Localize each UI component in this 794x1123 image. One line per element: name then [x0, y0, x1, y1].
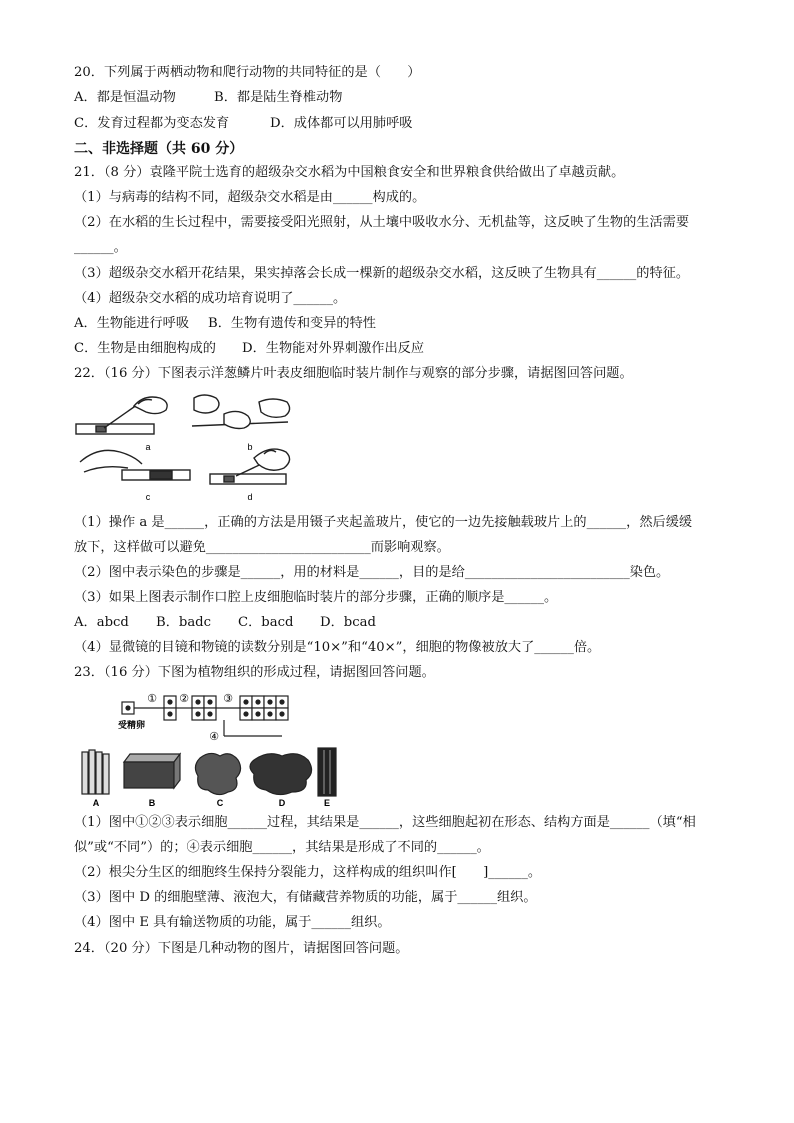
- q22-part-1: （1）操作 a 是______，正确的方法是用镊子夹起盖玻片，使它的一边先接触载玻片上的______，然后缓缓: [74, 515, 693, 530]
- q22-option-d: D．bcad: [320, 615, 376, 630]
- q22-option-a: A．abcd: [74, 615, 129, 630]
- q23-part-4: （4）图中 E 具有输送物质的功能，属于______组织。: [74, 915, 391, 930]
- q21-option-c: C．生物是由细胞构成的: [74, 341, 216, 356]
- q21-option-d: D．生物能对外界刺激作出反应: [242, 341, 425, 356]
- q21-option-a: A．生物能进行呼吸: [74, 316, 190, 331]
- fig22-label-b: b: [247, 442, 253, 452]
- q23-part-3: （3）图中 D 的细胞壁薄、液泡大，有储藏营养物质的功能，属于______组织。: [74, 890, 537, 905]
- question-22: 22．（16 分）下图表示洋葱鳞片叶表皮细胞临时装片制作与观察的部分步骤，请据图回答问题。: [74, 366, 633, 381]
- question-23: 23．（16 分）下图为植物组织的形成过程，请据图回答问题。: [74, 665, 435, 680]
- q21-option-b: B．生物有遗传和变异的特性: [208, 316, 376, 331]
- step-1-marker: ①: [147, 692, 157, 705]
- q20-option-a: A．都是恒温动物: [74, 90, 176, 105]
- q22-option-b: B．badc: [156, 615, 212, 630]
- question-20: 20．下列属于两栖动物和爬行动物的共同特征的是（ ）: [74, 65, 421, 80]
- step-3-marker: ③: [223, 692, 233, 705]
- section-heading: 二、非选择题（共 60 分）: [74, 141, 244, 157]
- q21-part-1: （1）与病毒的结构不同，超级杂交水稻是由______构成的。: [74, 190, 426, 205]
- q22-part-1-cont: 放下，这样做可以避免_________________________而影响观察。: [74, 540, 450, 555]
- question-24: 24．（20 分）下图是几种动物的图片，请据图回答问题。: [74, 941, 409, 956]
- q20-option-c: C．发育过程都为变态发育: [74, 116, 230, 131]
- fig22-label-c: c: [145, 492, 151, 502]
- q20-option-d: D．成体都可以用肺呼吸: [270, 116, 413, 131]
- step-4-marker: ④: [209, 730, 219, 743]
- slide-preparation-figure: [74, 392, 314, 510]
- q21-part-2: （2）在水稻的生长过程中，需要接受阳光照射，从土壤中吸收水分、无机盐等，这反映了生物的生活需要: [74, 215, 690, 230]
- zygote-label: 受精卵: [118, 721, 146, 731]
- q21-part-3: （3）超级杂交水稻开花结果，果实掉落会长成一棵新的超级杂交水稻，这反映了生物具有______的特征。: [74, 266, 690, 281]
- tissue-label-b: B: [148, 798, 156, 808]
- q23-part-1: （1）图中①②③表示细胞______过程，其结果是______，这些细胞起初在形态、结构方面是______（填“相: [74, 815, 696, 830]
- q22-option-c: C．bacd: [238, 615, 294, 630]
- tissue-label-d: D: [278, 798, 286, 808]
- tissue-label-a: A: [92, 798, 100, 808]
- q22-part-3: （3）如果上图表示制作口腔上皮细胞临时装片的部分步骤，正确的顺序是______。: [74, 590, 558, 605]
- tissue-formation-figure: [74, 688, 360, 810]
- question-21: 21．（8 分）袁隆平院士选育的超级杂交水稻为中国粮食安全和世界粮食供给做出了卓越贡献。: [74, 165, 625, 180]
- q22-part-2: （2）图中表示染色的步骤是______，用的材料是______，目的是给_________________________染色。: [74, 565, 670, 580]
- q23-part-1-cont: 似”或“不同”）的；④表示细胞______，其结果是形成了不同的______。: [74, 840, 490, 855]
- tissue-label-e: E: [323, 798, 331, 808]
- q21-part-2-cont: ______。: [74, 240, 127, 255]
- q20-option-b: B．都是陆生脊椎动物: [214, 90, 343, 105]
- q21-part-4: （4）超级杂交水稻的成功培育说明了______。: [74, 291, 347, 306]
- tissue-label-c: C: [216, 798, 224, 808]
- fig22-label-d: d: [247, 492, 253, 502]
- q23-part-2: （2）根尖分生区的细胞终生保持分裂能力，这样构成的组织叫作[ ]______。: [74, 865, 542, 880]
- q22-part-4: （4）显微镜的目镜和物镜的读数分别是“10×”和“40×”，细胞的物像被放大了______倍。: [74, 640, 601, 655]
- step-2-marker: ②: [179, 692, 189, 705]
- fig22-label-a: a: [145, 442, 151, 452]
